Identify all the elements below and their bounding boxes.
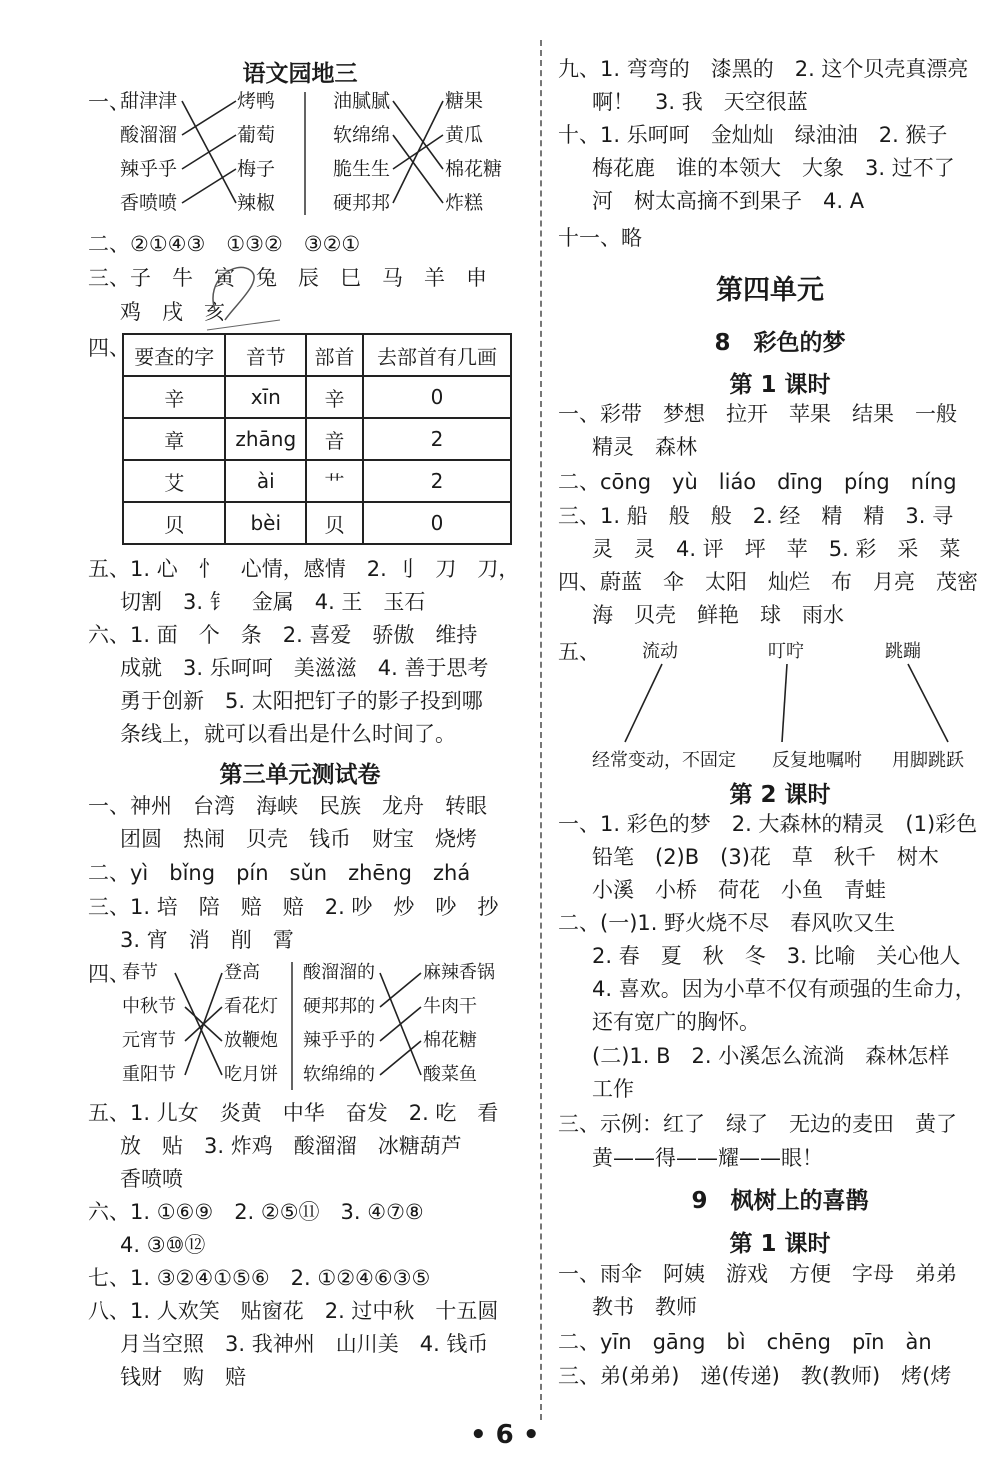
match-item: 重阳节 (122, 1064, 176, 1085)
match-item: 香喷喷 (120, 192, 178, 214)
match2-lines-b (0, 0, 540, 1110)
l8c2-q2-line-2: 2. 春 夏 秋 冬 3. 比喻 关心他人 (592, 944, 961, 968)
l8-q3-line-2: 灵 灵 4. 评 坪 苹 5. 彩 采 菜 (592, 537, 961, 561)
t-q5-line-1: 五、1. 儿女 炎黄 中华 奋发 2. 吃 看 (88, 1101, 499, 1125)
t-q5-line-3: 香喷喷 (120, 1167, 183, 1191)
l8-q4-line-2: 海 贝壳 鲜艳 球 雨水 (592, 603, 844, 627)
q11: 十一、略 (558, 226, 642, 250)
l9-q1-line-2: 教书 教师 (592, 1295, 697, 1319)
match-item: 黄瓜 (445, 124, 484, 146)
match-item: 看花灯 (224, 996, 278, 1017)
match-item: 棉花糖 (445, 158, 503, 180)
t-q3-line-1: 三、1. 培 陪 赔 赔 2. 吵 炒 吵 抄 (88, 895, 499, 919)
l8-q5-top-3: 跳蹦 (885, 641, 921, 662)
t-q8-line-3: 钱财 购 赔 (120, 1365, 246, 1389)
match-item: 烤鸭 (237, 90, 276, 112)
table-header: 音节 (225, 334, 306, 376)
match-item: 牛肉干 (423, 996, 477, 1017)
table-cell: 辛 (306, 376, 363, 418)
table-header: 部首 (306, 334, 363, 376)
match-item: 硬邦邦 (333, 192, 391, 214)
table-header: 要查的字 (123, 334, 225, 376)
match-item: 葡萄 (237, 124, 276, 146)
q6-line-3: 勇于创新 5. 太阳把钉子的影子投到哪 (120, 689, 483, 713)
q9-line-2: 啊！ 3. 我 天空很蓝 (592, 90, 808, 114)
match-item: 酸溜溜的 (303, 962, 375, 983)
l8-q3-line-1: 三、1. 船 般 般 2. 经 精 精 3. 寻 (558, 504, 954, 528)
match-item: 梅子 (237, 158, 276, 180)
t-q3-line-2: 3. 宵 消 削 霄 (120, 928, 294, 952)
t-q2-pinyin: 二、yì bǐng pín sǔn zhēng zhá (88, 861, 471, 885)
lesson-8-title: 8 彩色的梦 (714, 330, 846, 356)
q4-label: 四、 (88, 336, 130, 360)
l8-q4-line-1: 四、蔚蓝 伞 太阳 灿烂 布 月亮 茂密 (558, 570, 978, 594)
l8-q5-bottom-1: 经常变动，不固定 (592, 750, 736, 771)
table-cell: xīn (225, 376, 306, 418)
l8-q5-bottom-3: 用脚跳跃 (892, 750, 964, 771)
table-cell: zhāng (225, 418, 306, 460)
l8c2-q3-line-2: 黄——得——耀——眼！ (592, 1146, 823, 1170)
match-item: 硬邦邦的 (303, 996, 375, 1017)
l9-q3: 三、弟(弟弟) 递(传递) 教(教师) 烤(烤 (558, 1364, 952, 1388)
t-q6-line-1: 六、1. ①⑥⑨ 2. ②⑤⑪ 3. ④⑦⑧ (88, 1200, 424, 1224)
q3-line-1: 三、子 牛 寅 兔 辰 巳 马 羊 申 (88, 266, 487, 290)
lesson-9-period-1: 第 1 课时 (729, 1231, 831, 1257)
table-cell: 艾 (123, 460, 225, 502)
match-item: 脆生生 (333, 158, 391, 180)
q5-line-1: 五、1. 心 忄 心情，感情 2. 刂 刀 刀， (88, 557, 520, 581)
table-cell: 辛 (123, 376, 225, 418)
match-item: 登高 (224, 962, 260, 983)
table-cell: 章 (123, 418, 225, 460)
match-item: 春节 (122, 962, 158, 983)
table-cell: 2 (363, 418, 511, 460)
t-q1-line-1: 一、神州 台湾 海峡 民族 龙舟 转眼 (88, 794, 487, 818)
match-item: 麻辣香锅 (423, 962, 495, 983)
unit-title: 第四单元 (716, 275, 824, 306)
match-item: 甜津津 (120, 90, 178, 112)
q5-line-2: 切割 3. 钅 金属 4. 王 玉石 (120, 590, 426, 614)
match-item: 炸糕 (445, 192, 484, 214)
match-item: 辣乎乎的 (303, 1030, 375, 1051)
t-q7: 七、1. ③②④①⑤⑥ 2. ①②④⑥③⑤ (88, 1266, 431, 1290)
match-item: 棉花糖 (423, 1030, 477, 1051)
l8c2-q1-line-3: 小溪 小桥 荷花 小鱼 青蛙 (592, 878, 886, 902)
page-number: • 6 • (470, 1420, 540, 1450)
table-cell: 贝 (123, 502, 225, 544)
l8c2-q2-line-4: 还有宽广的胸怀。 (592, 1010, 760, 1034)
t-q6-line-2: 4. ③⑩⑫ (120, 1233, 206, 1257)
l9-q2-pinyin: 二、yīn gāng bì chēng pīn àn (558, 1330, 932, 1354)
q2-answer: 二、②①④③ ①③② ③②① (88, 232, 361, 256)
column-divider (540, 40, 542, 1420)
l8-q1-line-2: 精灵 森林 (592, 435, 697, 459)
l8-q5-lines (550, 0, 1000, 760)
l8-q5-bottom-2: 反复地嘱咐 (772, 750, 862, 771)
table-header: 去部首有几画 (363, 334, 511, 376)
lesson-8-period-2: 第 2 课时 (729, 782, 831, 808)
table-cell: 0 (363, 502, 511, 544)
q10-line-2: 梅花鹿 谁的本领大 大象 3. 过不了 (592, 156, 955, 180)
q9-line-1: 九、1. 弯弯的 漆黑的 2. 这个贝壳真漂亮 (558, 57, 969, 81)
q10-line-1: 十、1. 乐呵呵 金灿灿 绿油油 2. 猴子 (558, 123, 948, 147)
l9-q1-line-1: 一、雨伞 阿姨 游戏 方便 字母 弟弟 (558, 1262, 957, 1286)
q3-line-2: 鸡 戌 亥 (120, 300, 225, 324)
table-cell: 贝 (306, 502, 363, 544)
q10-line-3: 河 树太高摘不到果子 4. A (592, 189, 865, 213)
l8c2-q2-line-5: (二)1. B 2. 小溪怎么流淌 森林怎样 (592, 1044, 950, 1068)
match-item: 软绵绵 (333, 124, 391, 146)
q6-line-2: 成就 3. 乐呵呵 美滋滋 4. 善于思考 (120, 656, 489, 680)
l8c2-q1-line-2: 铅笔 (2)B (3)花 草 秋千 树木 (592, 845, 939, 869)
match-item: 糖果 (445, 90, 484, 112)
section-title-unit3-test: 第三单元测试卷 (219, 762, 381, 788)
match-item: 辣乎乎 (120, 158, 178, 180)
t-q1-line-2: 团圆 热闹 贝壳 钱币 财宝 烧烤 (120, 827, 477, 851)
l8c2-q2-line-6: 工作 (592, 1077, 634, 1101)
q6-line-4: 条线上，就可以看出是什么时间了。 (120, 722, 456, 746)
table-cell: 音 (306, 418, 363, 460)
table-cell: 艹 (306, 460, 363, 502)
l8c2-q1-line-1: 一、1. 彩色的梦 2. 大森林的精灵 (1)彩色 (558, 812, 978, 836)
match-item: 酸菜鱼 (423, 1064, 477, 1085)
table-cell: 0 (363, 376, 511, 418)
lesson-8-period-1: 第 1 课时 (729, 372, 831, 398)
l8-q5-label: 五、 (558, 640, 600, 664)
lesson-9-title: 9 枫树上的喜鹊 (691, 1188, 869, 1214)
l8c2-q2-line-1: 二、(一)1. 野火烧不尽 春风吹又生 (558, 911, 896, 935)
match-item: 元宵节 (122, 1030, 176, 1051)
section-title-yuwen-yuandi: 语文园地三 (242, 61, 358, 87)
match-item: 放鞭炮 (224, 1030, 278, 1051)
t-q4-label: 四、 (88, 962, 130, 986)
q6-line-1: 六、1. 面 个 条 2. 喜爱 骄傲 维持 (88, 623, 478, 647)
t-q8-line-1: 八、1. 人欢笑 贴窗花 2. 过中秋 十五圆 (88, 1299, 499, 1323)
l8-q1-line-1: 一、彩带 梦想 拉开 苹果 结果 一般 (558, 402, 957, 426)
l8-q5-top-2: 叮咛 (768, 641, 804, 662)
match-item: 油腻腻 (333, 90, 391, 112)
table-cell: ài (225, 460, 306, 502)
match-item: 吃月饼 (224, 1064, 278, 1085)
match-item: 软绵绵的 (303, 1064, 375, 1085)
match-item: 酸溜溜 (120, 124, 178, 146)
l8c2-q3-line-1: 三、示例：红了 绿了 无边的麦田 黄了 (558, 1112, 957, 1136)
t-q8-line-2: 月当空照 3. 我神州 山川美 4. 钱币 (120, 1332, 489, 1356)
table-cell: 2 (363, 460, 511, 502)
q1-label: 一、 (88, 90, 130, 114)
l8-q2-pinyin: 二、cōng yù liáo dīng píng níng (558, 470, 957, 494)
l8c2-q2-line-3: 4. 喜欢。因为小草不仅有顽强的生命力， (592, 977, 976, 1001)
match-item: 中秋节 (122, 996, 176, 1017)
l8-q5-top-1: 流动 (642, 641, 678, 662)
table-cell: bèi (225, 502, 306, 544)
t-q5-line-2: 放 贴 3. 炸鸡 酸溜溜 冰糖葫芦 (120, 1134, 462, 1158)
match-item: 辣椒 (237, 192, 276, 214)
